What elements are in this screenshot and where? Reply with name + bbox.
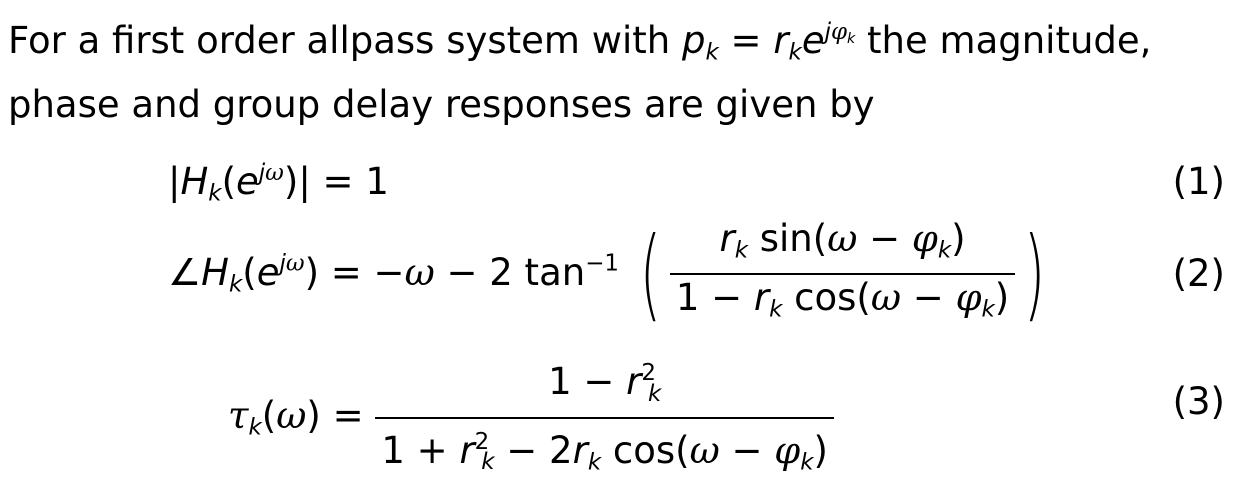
equation-3: $\tau_k(\omega)$ = $\frac{1 - r^2_k}{1 + r^2_k - 2r_k \cos(\omega - \varphi_k)}$: [228, 352, 834, 483]
intro-paragraph: [8, 6, 1228, 131]
equation-1: $|H_k(e^{j\omega})| = 1$: [168, 160, 389, 207]
equation-2: $\angle H_k(e^{j\omega}) = -\omega - 2$ $\tan^{-1}$ ( $\frac{r_k \sin(\omega - \varphi_k)}{1 - r_k \cos(\omega - \varphi_k)}$ ): [168, 215, 1046, 333]
equation-label-3: (3): [1172, 380, 1225, 423]
equation-label-1: (1): [1172, 160, 1225, 203]
intro-text-1: For a first order allpass system with: [8, 19, 671, 63]
equation-label-2: (2): [1172, 252, 1225, 295]
pole-expression: $p_k = r_ke^{j\varphi_k}$: [682, 19, 856, 66]
intro-text-3: phase and group delay responses are given by: [8, 82, 875, 126]
intro-text-2: the magnitude,: [867, 19, 1152, 63]
